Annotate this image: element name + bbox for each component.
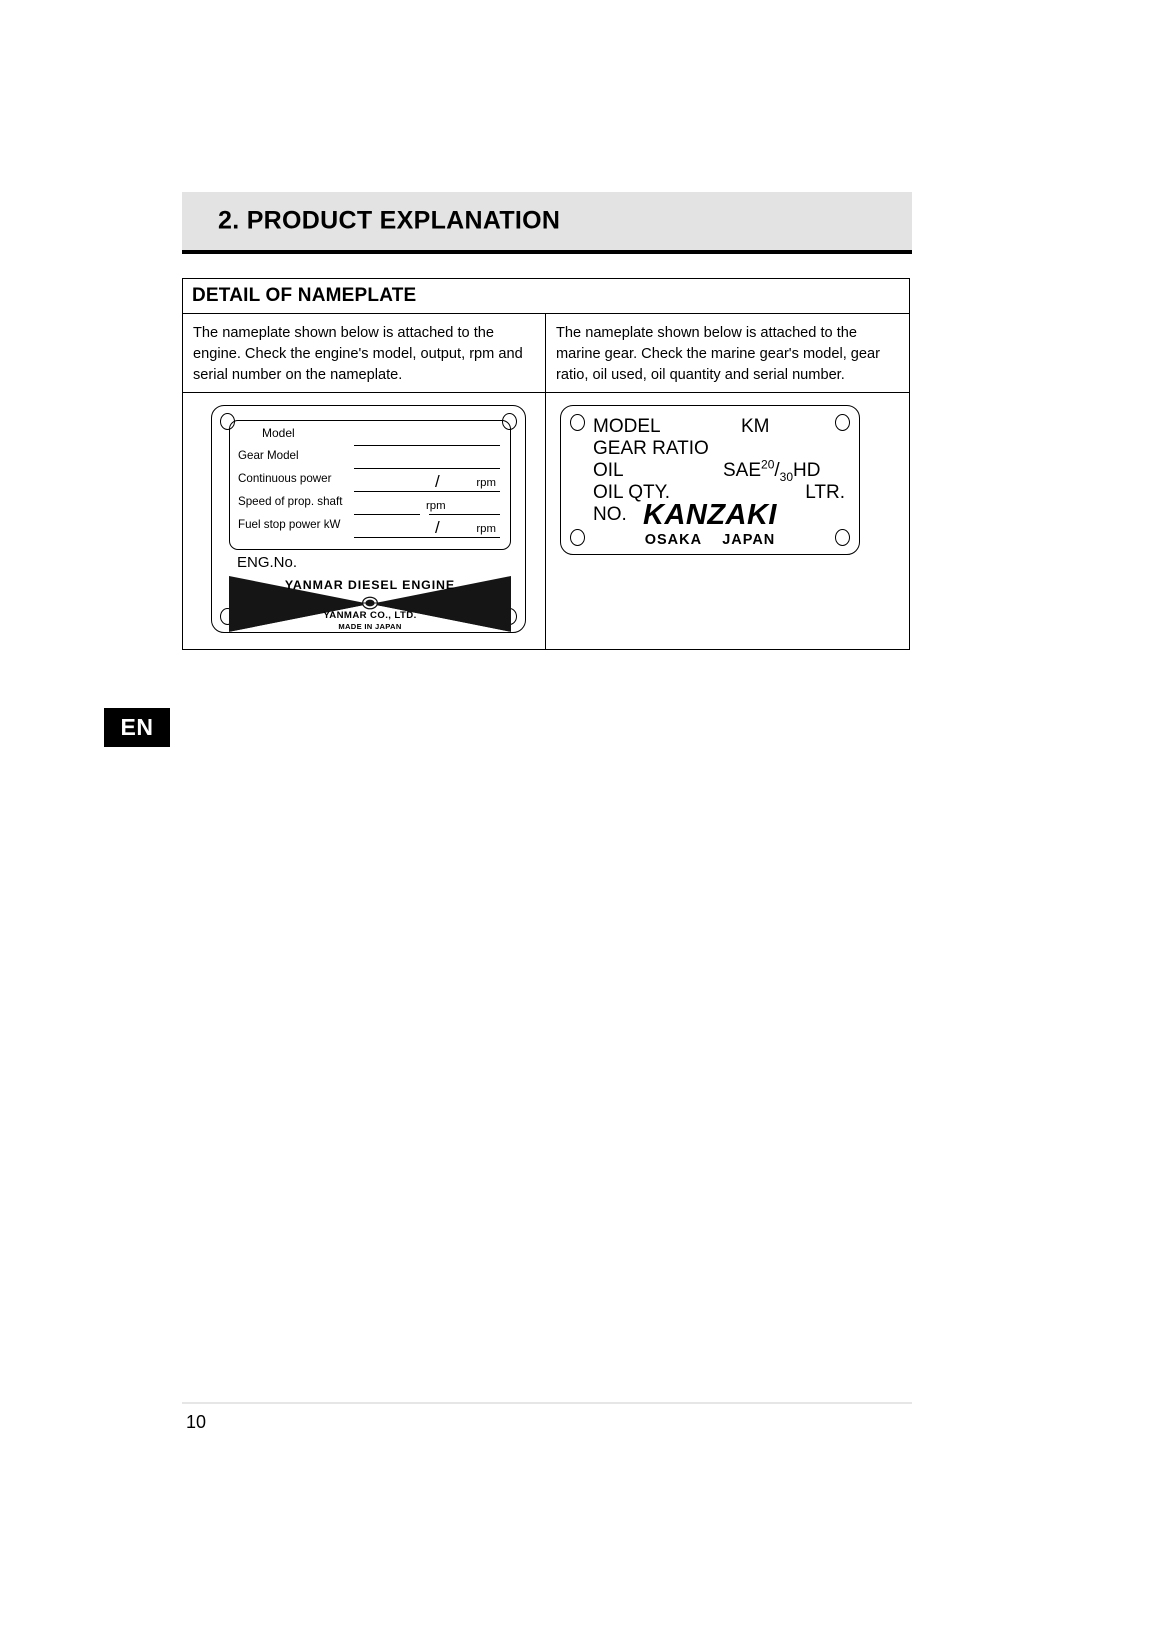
kanzaki-spec-key: NO. [593, 504, 627, 525]
right-column [546, 314, 909, 649]
kanzaki-spec-key: MODEL [593, 416, 661, 437]
engine-spec-label: Speed of prop. shaft [238, 495, 343, 508]
marine-gear-intro-text: The nameplate shown below is attached to the marine gear. Check the marine gear's model, gear ratio, oil used, oil quantity and serial number. [546, 314, 909, 393]
oil-grade-sub: 30 [779, 469, 794, 484]
engine-spec-unit: rpm [476, 523, 496, 535]
engine-spec-box [229, 420, 511, 550]
engine-spec-row [230, 423, 510, 446]
yanmar-emblem-icon [362, 596, 379, 610]
engine-serial-label: ENG.No. [237, 554, 298, 571]
kanzaki-spec-key: OIL QTY. [593, 482, 671, 503]
kanzaki-nameplate [560, 405, 860, 555]
engine-spec-label: Continuous power [238, 472, 332, 485]
kanzaki-location [561, 532, 859, 548]
engine-intro-text: The nameplate shown below is attached to the engine. Check the engine's model, output, rpm and serial number on the nameplate. [183, 314, 545, 393]
engine-spec-label: Gear Model [238, 449, 299, 462]
engine-spec-label: Fuel stop power kW [238, 518, 341, 531]
engine-spec-row [230, 515, 510, 538]
oil-grade-suffix: HD [793, 460, 821, 481]
chapter-title: 2. PRODUCT EXPLANATION [218, 206, 561, 235]
kanzaki-spec-row [593, 416, 849, 438]
footer-divider [182, 1402, 912, 1404]
nameplate-detail-table [182, 278, 910, 650]
language-badge: EN [104, 708, 170, 747]
engine-spec-unit: rpm [476, 477, 496, 489]
yanmar-company-text: YANMAR CO., LTD. [323, 610, 417, 621]
kanzaki-spec-key: OIL [593, 460, 624, 481]
engine-spec-row [230, 492, 510, 515]
intro-row [183, 314, 909, 649]
kanzaki-spec-row [593, 438, 849, 460]
engine-spec-row [230, 446, 510, 469]
kanzaki-spec-value: LTR. [805, 482, 845, 503]
kanzaki-oil-grade: $SAE^{20}/_{30}HD$ [723, 457, 821, 484]
left-column [183, 314, 546, 649]
made-in-japan-text: MADE IN JAPAN [338, 622, 402, 631]
screw-hole-icon [570, 414, 585, 431]
page-number: 10 [186, 1412, 207, 1432]
engine-spec-unit: rpm [426, 500, 446, 512]
section-title: DETAIL OF NAMEPLATE [192, 285, 417, 306]
engine-spec-label: Model [262, 426, 295, 440]
kanzaki-country-text: JAPAN [722, 532, 776, 548]
kanzaki-city-text: OSAKA [644, 532, 703, 548]
slash-separator-icon: / [435, 518, 440, 537]
engine-nameplate [211, 405, 526, 633]
engine-spec-row [230, 469, 510, 492]
yanmar-logo-block [229, 576, 511, 632]
chapter-header-bar [182, 192, 912, 254]
sae-label: SAE [723, 460, 762, 481]
kanzaki-spec-row [593, 457, 849, 484]
oil-grade-sup: 20 [761, 457, 775, 472]
kanzaki-spec-key: GEAR RATIO [593, 438, 709, 459]
yanmar-diesel-engine-text: YANMAR DIESEL ENGINE [284, 578, 456, 592]
slash-separator-icon: / [435, 472, 440, 491]
engine-nameplate-figure [183, 393, 545, 649]
kanzaki-spec-value: KM [741, 416, 770, 437]
kanzaki-wordmark: KANZAKI [643, 499, 777, 531]
section-title-row [183, 279, 909, 314]
kanzaki-nameplate-figure [546, 393, 909, 649]
